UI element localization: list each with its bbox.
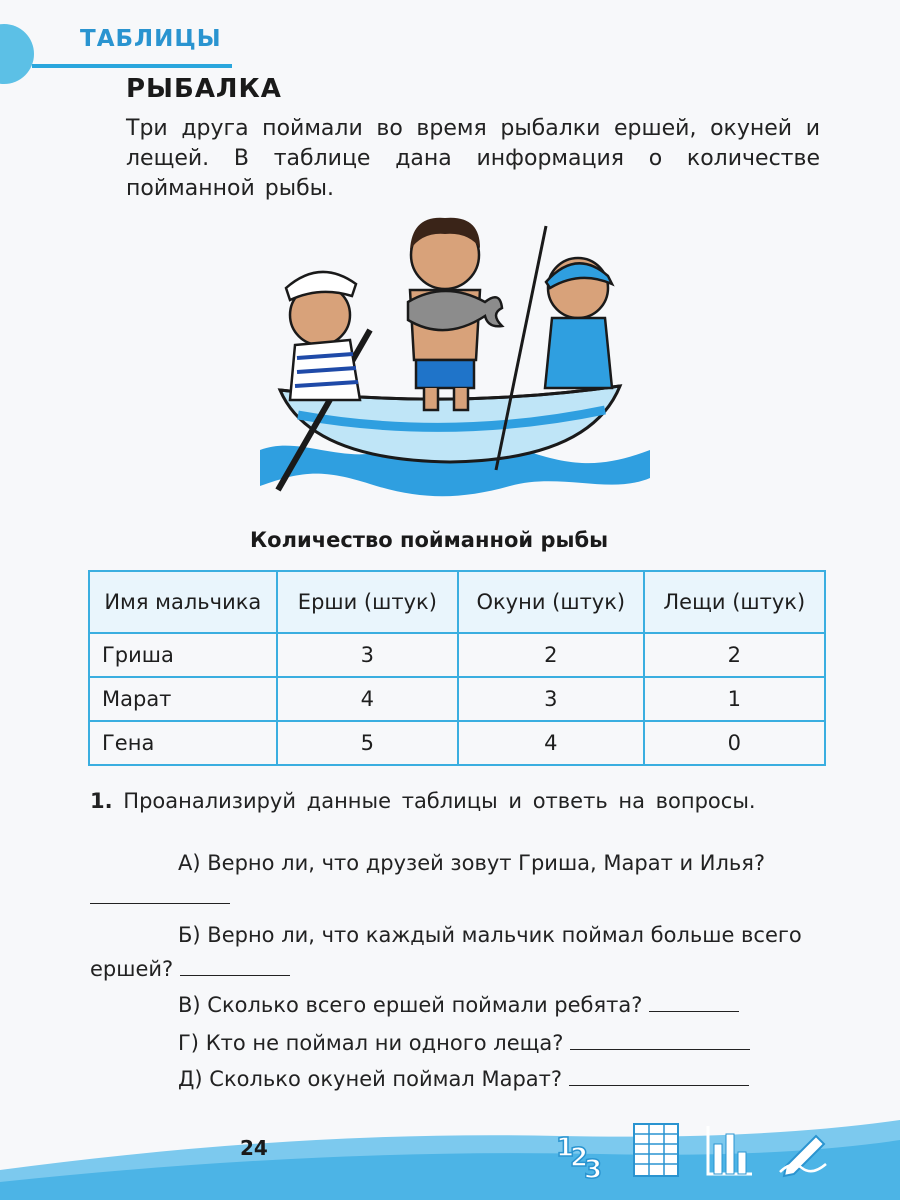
table-header-row bbox=[89, 571, 825, 633]
cell-breams: 1 bbox=[644, 677, 825, 721]
lesson-title: РЫБАЛКА bbox=[126, 74, 282, 104]
question-label: А) bbox=[178, 851, 201, 875]
task-instruction bbox=[90, 784, 826, 818]
section-label: ТАБЛИЦЫ bbox=[80, 26, 222, 52]
pencil-writing-icon bbox=[776, 1122, 832, 1178]
column-header-perches: Окуни (штук) bbox=[458, 571, 643, 633]
fish bbox=[408, 291, 502, 330]
question-b bbox=[90, 918, 828, 986]
question-text: Верно ли, что каждый мальчик поймал больше всего ершей? bbox=[90, 923, 802, 981]
table-caption: Количество пойманной рыбы bbox=[250, 528, 609, 552]
fish-catch-table bbox=[88, 570, 826, 766]
column-header-ruffs: Ерши (штук) bbox=[277, 571, 458, 633]
task-text: Проанализируй данные таблицы и ответь на вопросы. bbox=[123, 789, 756, 813]
task-number: 1. bbox=[90, 789, 113, 813]
question-label: Б) bbox=[178, 923, 201, 947]
answer-blank-e[interactable] bbox=[569, 1063, 749, 1086]
column-header-name: Имя мальчика bbox=[89, 571, 277, 633]
cell-ruffs: 4 bbox=[277, 677, 458, 721]
answer-blank-d[interactable] bbox=[570, 1027, 750, 1050]
section-marker bbox=[0, 24, 34, 84]
question-c bbox=[178, 988, 828, 1022]
table-icon bbox=[632, 1122, 680, 1178]
bar-chart-icon bbox=[702, 1122, 754, 1178]
svg-text:3: 3 bbox=[584, 1155, 603, 1182]
cell-perches: 4 bbox=[458, 721, 643, 765]
table-row bbox=[89, 633, 825, 677]
table-row bbox=[89, 721, 825, 765]
cell-breams: 0 bbox=[644, 721, 825, 765]
question-text: Верно ли, что друзей зовут Гриша, Марат и Илья? bbox=[207, 851, 766, 875]
section-header bbox=[0, 18, 260, 68]
cell-ruffs: 5 bbox=[277, 721, 458, 765]
question-text: Сколько окуней поймал Марат? bbox=[209, 1067, 563, 1091]
question-label: Г) bbox=[178, 1031, 199, 1055]
page-number: 24 bbox=[240, 1136, 268, 1160]
cell-perches: 2 bbox=[458, 633, 643, 677]
question-a bbox=[90, 846, 828, 914]
blue-shorts bbox=[416, 360, 474, 388]
fishing-boat-illustration bbox=[240, 210, 660, 510]
page-footer bbox=[0, 1100, 900, 1200]
answer-blank-a[interactable] bbox=[90, 881, 230, 904]
boy-right-body bbox=[545, 318, 612, 388]
section-underline bbox=[32, 64, 232, 68]
cell-name: Гриша bbox=[89, 633, 277, 677]
cell-name: Марат bbox=[89, 677, 277, 721]
lesson-intro: Три друга поймали во время рыбалки ершей, окуней и лещей. В таблице дана информация о количестве пойманной рыбы. bbox=[126, 116, 820, 201]
numbers-icon bbox=[552, 1122, 608, 1182]
cell-breams: 2 bbox=[644, 633, 825, 677]
question-text: Сколько всего ершей поймали ребята? bbox=[207, 993, 643, 1017]
cell-ruffs: 3 bbox=[277, 633, 458, 677]
question-label: В) bbox=[178, 993, 201, 1017]
answer-blank-b[interactable] bbox=[180, 953, 290, 976]
question-text: Кто не поймал ни одного леща? bbox=[205, 1031, 564, 1055]
column-header-breams: Лещи (штук) bbox=[644, 571, 825, 633]
svg-text:1: 1 bbox=[556, 1133, 575, 1163]
question-d bbox=[178, 1026, 828, 1060]
answer-blank-c[interactable] bbox=[649, 989, 739, 1012]
question-label: Д) bbox=[178, 1067, 203, 1091]
footer-wave bbox=[0, 1100, 900, 1200]
cell-name: Гена bbox=[89, 721, 277, 765]
table-row bbox=[89, 677, 825, 721]
cell-perches: 3 bbox=[458, 677, 643, 721]
svg-text:2: 2 bbox=[570, 1143, 589, 1173]
question-e bbox=[178, 1062, 828, 1096]
